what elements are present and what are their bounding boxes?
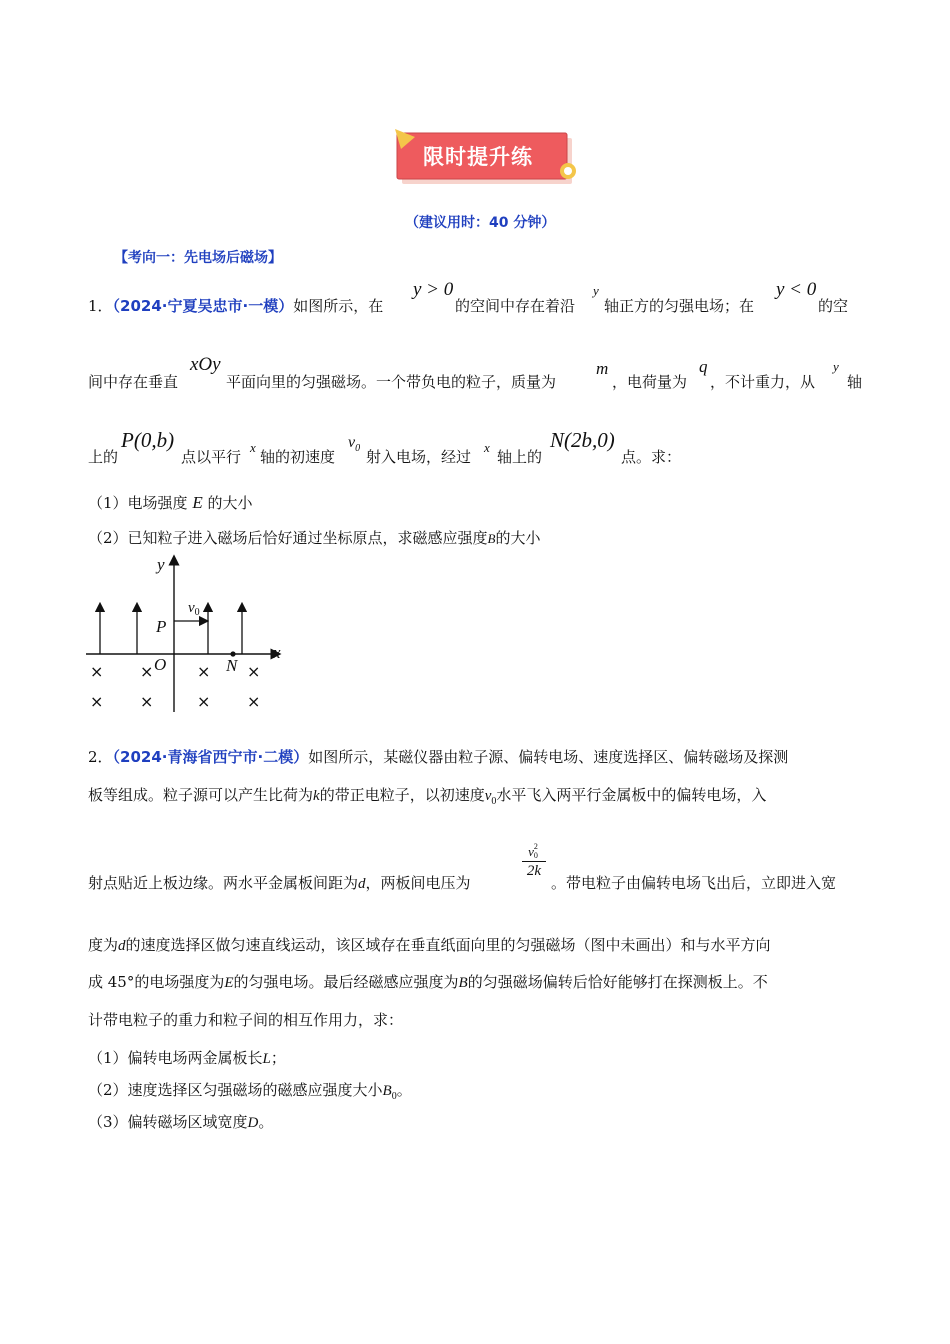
q2-number: 2．: [88, 748, 113, 766]
math-v0: $v_0$: [348, 434, 361, 455]
math-point-n: N(2b,0): [550, 428, 615, 452]
fraction-denominator: 2k: [526, 863, 542, 879]
n-label: N: [226, 656, 238, 675]
q2-line-5: 成 45°的电场强度为E的匀强电场。最后经磁感应强度为B的匀强磁场偏转后恰好能够打在探测板上。不: [88, 973, 768, 991]
q2-line-6: 计带电粒子的重力和粒子间的相互作用力，求：: [88, 1011, 404, 1029]
math-y-negative: y < 0: [776, 279, 817, 300]
section-title: 【考向一：先电场后磁场】: [114, 250, 282, 266]
b-field-cross: ×: [90, 692, 104, 711]
banner-title: 限时提升练: [423, 145, 533, 169]
time-hint: （建议用时：40 分钟）: [405, 215, 556, 231]
q2-line-1: 2．（2024·青海省西宁市·二模）如图所示，某磁仪器由粒子源、偏转电场、速度选择区、偏转磁场及探测: [88, 748, 789, 766]
b-field-cross: ×: [197, 692, 211, 711]
q1-line-1: 1．（2024·宁夏吴忠市·一模）如图所示，在: [88, 297, 384, 315]
b-field-cross: ×: [247, 692, 261, 711]
math-m: m: [596, 359, 609, 378]
q2-subquestion-3: （3）偏转磁场区域宽度D。: [88, 1113, 274, 1131]
v0-label: $v_0$: [188, 600, 200, 618]
q2-subquestion-1: （1）偏转电场两金属板长L；: [88, 1049, 286, 1067]
q2-line-4: 度为d的速度选择区做匀速直线运动，该区域存在垂直纸面向里的匀强磁场（图中未画出）和与水平方向: [88, 936, 771, 954]
math-x: x: [484, 440, 490, 455]
b-field-cross: ×: [140, 662, 154, 681]
b-field-cross: ×: [140, 692, 154, 711]
title-banner: [393, 127, 583, 189]
math-y: y: [833, 359, 839, 374]
q1-number: 1．: [88, 297, 113, 315]
math-x: x: [250, 440, 256, 455]
field-diagram: [80, 552, 290, 718]
x-axis-label: x: [273, 643, 281, 662]
math-y-positive: y > 0: [413, 279, 454, 300]
math-q: q: [699, 357, 708, 376]
voltage-fraction: [522, 844, 546, 880]
origin-label: O: [154, 655, 167, 674]
y-axis-label: y: [157, 555, 165, 574]
math-xoy: xOy: [190, 354, 221, 375]
q2-line-2: 板等组成。粒子源可以产生比荷为k的带正电粒子，以初速度$v_0$水平飞入两平行金属板中的偏转电场，入: [88, 786, 767, 807]
b-field-cross: ×: [247, 662, 261, 681]
b-field-cross: ×: [90, 662, 104, 681]
q2-line-3a: 射点贴近上板边缘。两水平金属板间距为d，两板间电压为: [88, 874, 471, 892]
q1-subquestion-1: （1）电场强度 E 的大小: [88, 493, 253, 512]
b-field-cross: ×: [197, 662, 211, 681]
q2-subquestion-2: （2）速度选择区匀强磁场的磁感应强度大小$B_0$。: [88, 1081, 412, 1102]
math-point-p: P(0,b): [121, 428, 175, 452]
p-label: P: [156, 617, 167, 636]
q1-subquestion-2: （2）已知粒子进入磁场后恰好通过坐标原点，求磁感应强度B的大小: [88, 529, 541, 547]
math-y: y: [593, 283, 599, 298]
q1-figure: [80, 552, 290, 718]
q1-source: （2024·宁夏吴忠市·一模）: [112, 297, 294, 315]
q2-source: （2024·青海省西宁市·二模）: [112, 748, 309, 766]
q2-line-3b: 。带电粒子由偏转电场飞出后，立即进入宽: [551, 874, 837, 892]
fraction-numerator: v 2 0: [528, 842, 538, 860]
